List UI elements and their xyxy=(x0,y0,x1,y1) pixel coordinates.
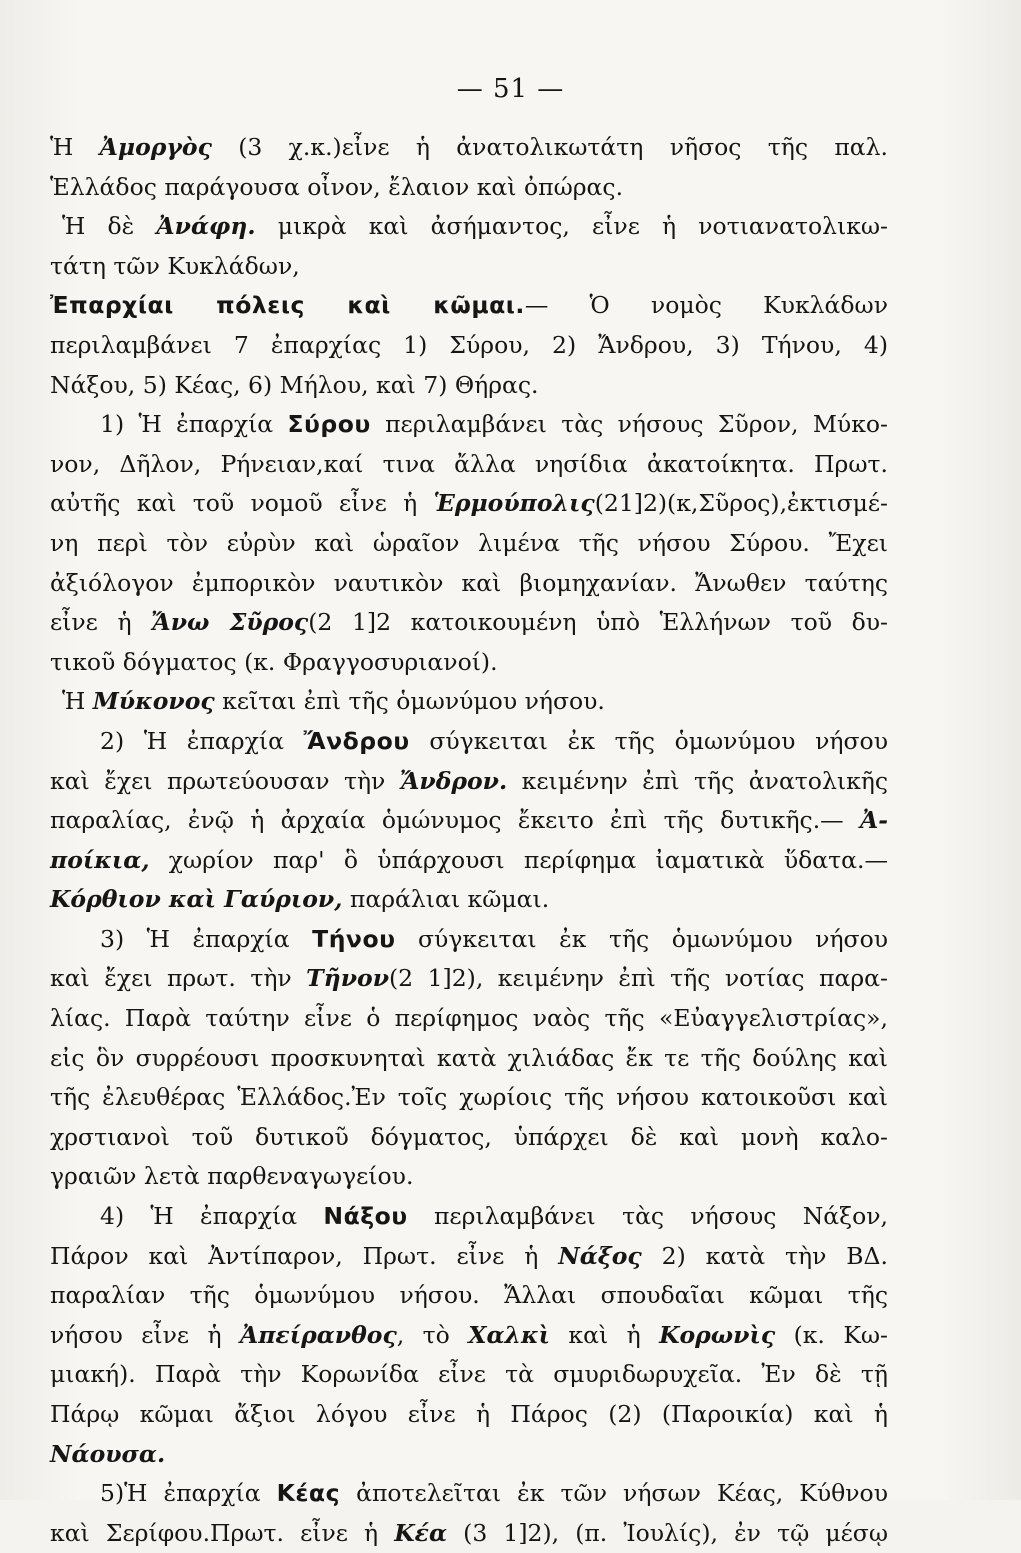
page-number: — 51 — xyxy=(456,74,565,104)
text-line: καὶ Σερίφου.Πρωτ. εἶνε ἡ Κέα (3 1]2), (π. Ἰουλίς), ἐν τῷ μέσῳ xyxy=(50,1518,888,1547)
text-line: καὶ ἔχει πρωτ. τὴν Τῆνον(2 1]2), κειμένην ἐπὶ τῆς νοτίας παρα- xyxy=(50,964,888,993)
text-line: τάτη τῶν Κυκλάδων, xyxy=(50,251,300,280)
text-line: ἀξιόλογον ἐμπορικὸν ναυτικὸν καὶ βιομηχανίαν. Ἄνωθεν ταύτης xyxy=(50,568,888,597)
text-line: γραιῶν λετὰ παρθεναγωγείου. xyxy=(50,1162,414,1191)
text-line: Ἡ Μύκονος κεῖται ἐπὶ τῆς ὁμωνύμου νήσου. xyxy=(62,687,605,716)
text-line: νήσου εἶνε ἡ Ἀπείρανθος, τὸ Χαλκὶ καὶ ἡ Κορωνὶς (κ. Κω- xyxy=(50,1320,888,1349)
text-line: Νάξου, 5) Κέας, 6) Μήλου, καὶ 7) Θήρας. xyxy=(50,370,539,399)
text-line: 3) Ἡ ἐπαρχία Τήνου σύγκειται ἐκ τῆς ὁμωνύμου νήσου xyxy=(100,924,888,953)
text-line: περιλαμβάνει 7 ἐπαρχίας 1) Σύρου, 2) Ἄνδρου, 3) Τήνου, 4) xyxy=(50,330,888,359)
text-line: 2) Ἡ ἐπαρχία Ἄνδρου σύγκειται ἐκ τῆς ὁμωνύμου νήσου xyxy=(100,726,888,755)
text-line: τικοῦ δόγματος (κ. Φραγγοσυριανοί). xyxy=(50,647,498,676)
text-line: Πάρον καὶ Ἀντίπαρον, Πρωτ. εἶνε ἡ Νάξος 2) κατὰ τὴν ΒΔ. xyxy=(50,1241,888,1270)
text-line: 1) Ἡ ἐπαρχία Σύρου περιλαμβάνει τὰς νήσους Σῦρον, Μύκο- xyxy=(100,410,888,439)
text-line: Ἡ δὲ Ἀνάφη. μικρὰ καὶ ἀσήμαντος, εἶνε ἡ νοτιανατολικω- xyxy=(62,212,888,241)
text-line: παραλίας, ἐνῷ ἡ ἀρχαία ὁμώνυμος ἔκειτο ἐπὶ τῆς δυτικῆς.— Ἀ- xyxy=(50,806,888,835)
text-line: λίας. Παρὰ ταύτην εἶνε ὁ περίφημος ναὸς τῆς «Εὐαγγελιστρίας», xyxy=(50,1004,888,1033)
text-line: 4) Ἡ ἐπαρχία Νάξου περιλαμβάνει τὰς νήσους Νάξον, xyxy=(100,1202,888,1231)
text-line: Νάουσα. xyxy=(50,1439,166,1468)
text-line: Ἡ Ἀμοργὸς (3 χ.κ.)εἶνε ἡ ἀνατολικωτάτη νῆσος τῆς παλ. xyxy=(50,133,888,161)
text-line: εἰς ὃν συρρέουσι προσκυνηταὶ κατὰ χιλιάδας ἔκ τε τῆς δούλης καὶ xyxy=(50,1043,888,1072)
text-line: αὐτῆς καὶ τοῦ νομοῦ εἶνε ἡ Ἑρμούπολις(21]2)(κ,Σῦρος),ἐκτισμέ- xyxy=(50,489,888,518)
text-line: ποίκια, χωρίον παρ' ὃ ὑπάρχουσι περίφημα ἰαματικὰ ὕδατα.— xyxy=(50,845,888,874)
text-line: τῆς ἐλευθέρας Ἑλλάδος.Ἐν τοῖς χωρίοις τῆς νήσου κατοικοῦσι καὶ xyxy=(50,1083,888,1112)
section-heading-line: Ἐπαρχίαι πόλεις καὶ κῶμαι.— Ὁ νομὸς Κυκλάδων xyxy=(50,291,888,320)
body-text xyxy=(50,128,888,1553)
text-line: νη περὶ τὸν εὐρὺν καὶ ὡραῖον λιμένα τῆς νήσου Σύρου. Ἔχει xyxy=(50,528,888,557)
text-line: Πάρῳ κῶμαι ἄξιοι λόγου εἶνε ἡ Πάρος (2) (Παροικία) καὶ ἡ xyxy=(50,1400,888,1428)
text-line: μιακή). Παρὰ τὴν Κορωνίδα εἶνε τὰ σμυριδωρυχεῖα. Ἐν δὲ τῇ xyxy=(50,1360,888,1389)
text-line: Κόρθιον καὶ Γαύριον, παράλιαι κῶμαι. xyxy=(50,885,550,914)
text-line: εἶνε ἡ Ἄνω Σῦρος(2 1]2 κατοικουμένη ὑπὸ Ἑλλήνων τοῦ δυ- xyxy=(50,608,888,637)
text-line: καὶ ἔχει πρωτεύουσαν τὴν Ἄνδρον. κειμένην ἐπὶ τῆς ἀνατολικῆς xyxy=(50,766,888,795)
text-line: χρστιανοὶ τοῦ δυτικοῦ δόγματος, ὑπάρχει δὲ καὶ μονὴ καλο- xyxy=(50,1122,888,1151)
text-line: παραλίαν τῆς ὁμωνύμου νήσου. Ἄλλαι σπουδαῖαι κῶμαι τῆς xyxy=(50,1281,888,1310)
text-line: 5)Ἡ ἐπαρχία Κέας ἀποτελεῖται ἐκ τῶν νήσων Κέας, Κύθνου xyxy=(100,1479,888,1508)
text-line: νον, Δῆλον, Ρήνειαν,καί τινα ἄλλα νησίδια ἀκατοίκητα. Πρωτ. xyxy=(50,449,888,478)
text-line: Ἑλλάδος παράγουσα οἶνον, ἔλαιον καὶ ὀπώρας. xyxy=(50,172,624,201)
